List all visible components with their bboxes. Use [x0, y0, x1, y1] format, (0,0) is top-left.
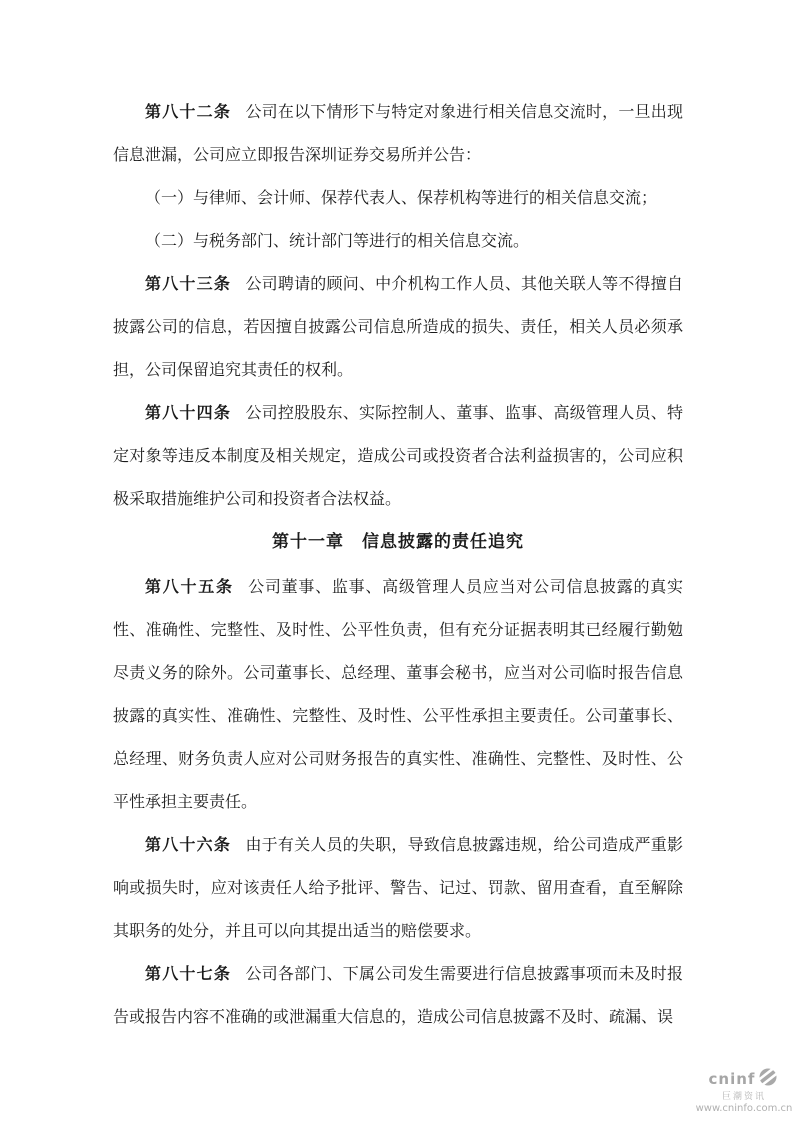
article-text: 公司控股股东、实际控制人、董事、监事、高级管理人员、特定对象等违反本制度及相关规定，造成公司或投资者合法利益损害的，公司应积极采取措施维护公司和投资者合法权益。	[113, 403, 683, 508]
article-text: 公司聘请的顾问、中介机构工作人员、其他关联人等不得擅自披露公司的信息，若因擅自披露公司信息所造成的损失、责任，相关人员必须承担，公司保留追究其责任的权利。	[113, 274, 683, 379]
article-number: 第八十五条	[145, 577, 234, 596]
article-text: 公司各部门、下属公司发生需要进行信息披露事项而未及时报告或报告内容不准确的或泄漏重大信息的，造成公司信息披露不及时、疏漏、误	[113, 964, 683, 1026]
list-item-1	[113, 176, 683, 219]
article-paragraph-82	[113, 90, 683, 176]
article-paragraph-87	[113, 952, 683, 1038]
article-number: 第八十六条	[145, 835, 232, 854]
cninfo-logo-text: cninf	[708, 1070, 756, 1088]
article-number: 第八十三条	[145, 274, 232, 293]
article-paragraph-86	[113, 823, 683, 952]
article-number: 第八十七条	[145, 964, 232, 983]
article-text: 由于有关人员的失职，导致信息披露违规，给公司造成严重影响或损失时，应对该责任人给予批评、警告、记过、罚款、留用查看，直至解除其职务的处分，并且可以向其提出适当的赔偿要求。	[113, 835, 683, 940]
cninfo-swirl-icon	[757, 1067, 779, 1091]
article-number: 第八十四条	[145, 403, 232, 422]
article-paragraph-85	[113, 565, 683, 823]
article-paragraph-84	[113, 391, 683, 520]
cninfo-logo	[709, 1067, 780, 1091]
article-text: 公司董事、监事、高级管理人员应当对公司信息披露的真实性、准确性、完整性、及时性、公平性负责，但有充分证据表明其已经履行勤勉尽责义务的除外。公司董事长、总经理、董事会秘书，应当对公司临时报告信息披露的真实性、准确性、完整性、及时性、公平性承担主要责任。公司董事长、总经理、财务负责人应对公司财务报告的真实性、准确性、完整性、及时性、公平性承担主要责任。	[113, 577, 683, 811]
cninfo-chinese-name: 巨潮资讯	[721, 1092, 766, 1102]
list-item-2	[113, 219, 683, 262]
article-number: 第八十二条	[145, 102, 232, 121]
list-item-text: （二）与税务部门、统计部门等进行的相关信息交流。	[145, 231, 530, 250]
document-body	[113, 0, 683, 1038]
cninfo-watermark	[695, 1067, 793, 1114]
cninfo-url: www.cninfo.com.cn	[695, 1103, 793, 1114]
article-text: 公司在以下情形下与特定对象进行相关信息交流时，一旦出现信息泄漏，公司应立即报告深圳证券交易所并公告：	[113, 102, 683, 164]
article-paragraph-83	[113, 262, 683, 391]
chapter-heading: 第十一章 信息披露的责任追究	[272, 532, 524, 552]
list-item-text: （一）与律师、会计师、保荐代表人、保荐机构等进行的相关信息交流；	[145, 188, 658, 207]
